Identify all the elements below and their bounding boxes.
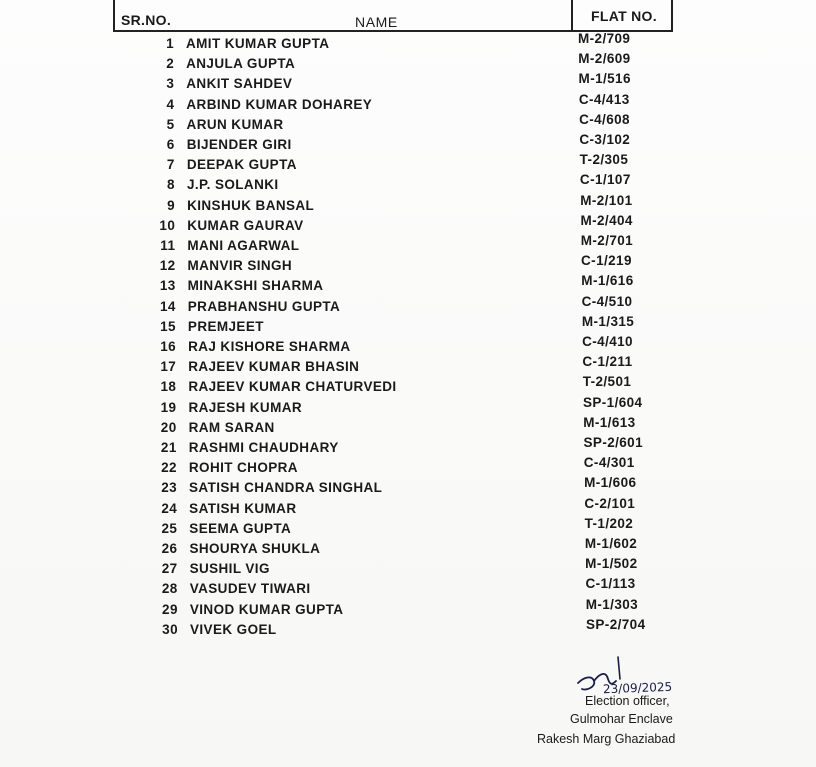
table-row (0, 132, 816, 157)
table-row (0, 293, 816, 319)
row-flat-no: M-2/101 (580, 192, 633, 208)
row-sr-no: 5 (166, 116, 175, 132)
row-flat-no: T-1/202 (584, 515, 634, 531)
table-row (0, 616, 816, 642)
row-name: RASHMI CHAUDHARY (188, 440, 339, 455)
row-flat-no: M-1/315 (581, 313, 635, 329)
row-flat-no: C-1/113 (585, 576, 636, 592)
table-row (0, 233, 816, 258)
row-sr-no: 14 (159, 298, 176, 314)
table-row (0, 475, 816, 500)
row-flat-no: C-4/608 (579, 111, 630, 127)
row-name: MANVIR SINGH (187, 258, 293, 274)
row-flat-no: M-1/516 (578, 71, 631, 87)
table-row (0, 192, 816, 218)
row-name: ROHIT CHOPRA (188, 460, 298, 476)
row-flat-no: M-2/609 (578, 51, 631, 67)
header-right-border (671, 0, 673, 30)
row-flat-no: M-1/616 (581, 273, 634, 289)
table-row (0, 253, 816, 278)
row-flat-no: M-2/404 (580, 212, 633, 228)
table-row (0, 31, 816, 56)
row-flat-no: M-1/502 (585, 556, 638, 572)
row-sr-no: 12 (159, 258, 176, 274)
table-row (0, 111, 816, 137)
row-name: PREMJEET (187, 318, 264, 334)
row-name: BIJENDER GIRI (186, 137, 292, 152)
row-name: KINSHUK BANSAL (187, 197, 315, 213)
row-flat-no: C-4/301 (583, 455, 635, 471)
row-name: SUSHIL VIG (189, 561, 270, 577)
table-row (0, 273, 816, 298)
row-name: MANI AGARWAL (187, 238, 300, 253)
row-flat-no: SP-2/704 (586, 616, 646, 632)
row-sr-no: 4 (166, 96, 175, 112)
row-flat-no: M-1/613 (583, 414, 636, 430)
table-row (0, 495, 816, 521)
table-row (0, 556, 816, 581)
row-sr-no: 7 (166, 157, 175, 173)
signatory-title: Election officer, (585, 694, 670, 708)
row-name: J.P. SOLANKI (186, 177, 279, 193)
row-sr-no: 26 (161, 541, 178, 556)
row-flat-no: SP-2/601 (583, 435, 644, 450)
header-flat-no: FLAT NO. (591, 8, 657, 24)
header-name: NAME (355, 14, 398, 30)
row-flat-no: C-1/219 (581, 253, 632, 269)
row-name: RAJEEV KUMAR BHASIN (188, 359, 360, 375)
row-sr-no: 8 (167, 177, 175, 193)
row-name: RAJ KISHORE SHARMA (188, 339, 351, 354)
table-row (0, 596, 816, 622)
row-sr-no: 16 (160, 339, 177, 354)
row-sr-no: 15 (160, 318, 176, 334)
row-name: ANJULA GUPTA (186, 56, 296, 72)
row-name: ANKIT SAHDEV (186, 76, 293, 92)
row-flat-no: C-1/107 (579, 172, 631, 188)
row-sr-no: 27 (161, 561, 178, 577)
row-sr-no: 17 (160, 359, 177, 375)
table-row (0, 91, 816, 117)
row-sr-no: 30 (162, 621, 178, 637)
row-sr-no: 20 (160, 419, 177, 435)
row-name: VASUDEV TIWARI (189, 581, 311, 597)
row-flat-no: M-2/709 (578, 31, 631, 46)
signature-date: 23/09/2025 (602, 679, 673, 697)
table-row (0, 536, 816, 561)
row-name: ARUN KUMAR (186, 116, 284, 132)
table-row (0, 152, 816, 177)
table-row (0, 172, 816, 197)
table-header (113, 0, 673, 30)
row-flat-no: M-1/606 (584, 475, 637, 491)
row-sr-no: 22 (161, 460, 177, 476)
header-left-border (113, 0, 115, 30)
row-sr-no: 13 (159, 278, 176, 294)
row-sr-no: 23 (161, 480, 178, 496)
row-sr-no: 3 (166, 76, 175, 92)
row-name: RAJEEV KUMAR CHATURVEDI (188, 379, 397, 395)
row-sr-no: 29 (162, 601, 178, 617)
table-row (0, 334, 816, 359)
table-row (0, 212, 816, 238)
table-row (0, 414, 816, 440)
row-name: RAM SARAN (188, 419, 275, 435)
row-flat-no: C-4/410 (582, 334, 633, 349)
row-sr-no: 24 (161, 500, 178, 516)
row-sr-no: 10 (159, 217, 176, 233)
row-name: SATISH CHANDRA SINGHAL (189, 480, 383, 496)
row-sr-no: 11 (160, 238, 176, 253)
row-flat-no: C-4/413 (578, 91, 630, 107)
row-name: RAJESH KUMAR (188, 399, 303, 415)
row-flat-no: T-2/305 (579, 152, 629, 168)
row-flat-no: M-1/602 (584, 536, 638, 551)
row-name: SEEMA GUPTA (189, 520, 292, 536)
table-row (0, 313, 816, 339)
table-row (0, 354, 816, 379)
row-name: AMIT KUMAR GUPTA (186, 36, 330, 51)
row-flat-no: C-4/510 (581, 293, 633, 309)
row-name: VIVEK GOEL (190, 621, 277, 637)
table-row (0, 576, 816, 601)
row-name: MINAKSHI SHARMA (187, 278, 324, 294)
row-sr-no: 21 (160, 440, 177, 455)
signatory-address: Rakesh Marg Ghaziabad (537, 732, 676, 746)
row-flat-no: M-2/701 (580, 233, 634, 248)
table-row (0, 455, 816, 480)
row-flat-no: M-1/303 (585, 596, 639, 612)
row-sr-no: 2 (166, 56, 175, 72)
table-row (0, 71, 816, 96)
row-sr-no: 28 (161, 581, 178, 597)
row-name: ARBIND KUMAR DOHAREY (186, 96, 373, 112)
row-sr-no: 6 (166, 137, 175, 152)
row-flat-no: C-2/101 (584, 495, 636, 511)
table-row (0, 51, 816, 76)
row-name: DEEPAK GUPTA (186, 157, 297, 173)
row-flat-no: SP-1/604 (582, 394, 643, 410)
table-row (0, 515, 816, 541)
row-name: SHOURYA SHUKLA (189, 541, 321, 556)
header-sr-no: SR.NO. (121, 12, 172, 28)
row-flat-no: C-3/102 (579, 132, 631, 147)
row-sr-no: 18 (160, 379, 177, 395)
row-sr-no: 25 (161, 520, 178, 536)
header-divider (571, 0, 573, 30)
table-row (0, 435, 816, 460)
row-flat-no: T-2/501 (582, 374, 632, 390)
table-row (0, 394, 816, 420)
signatory-organization: Gulmohar Enclave (570, 712, 673, 726)
row-sr-no: 9 (167, 197, 176, 213)
table-row (0, 374, 816, 399)
row-sr-no: 19 (160, 399, 177, 415)
row-name: PRABHANSHU GUPTA (187, 298, 341, 314)
row-flat-no: C-1/211 (582, 354, 633, 370)
row-sr-no: 1 (166, 36, 174, 51)
row-name: VINOD KUMAR GUPTA (189, 601, 344, 617)
row-name: KUMAR GAURAV (187, 217, 304, 233)
row-name: SATISH KUMAR (189, 500, 297, 516)
